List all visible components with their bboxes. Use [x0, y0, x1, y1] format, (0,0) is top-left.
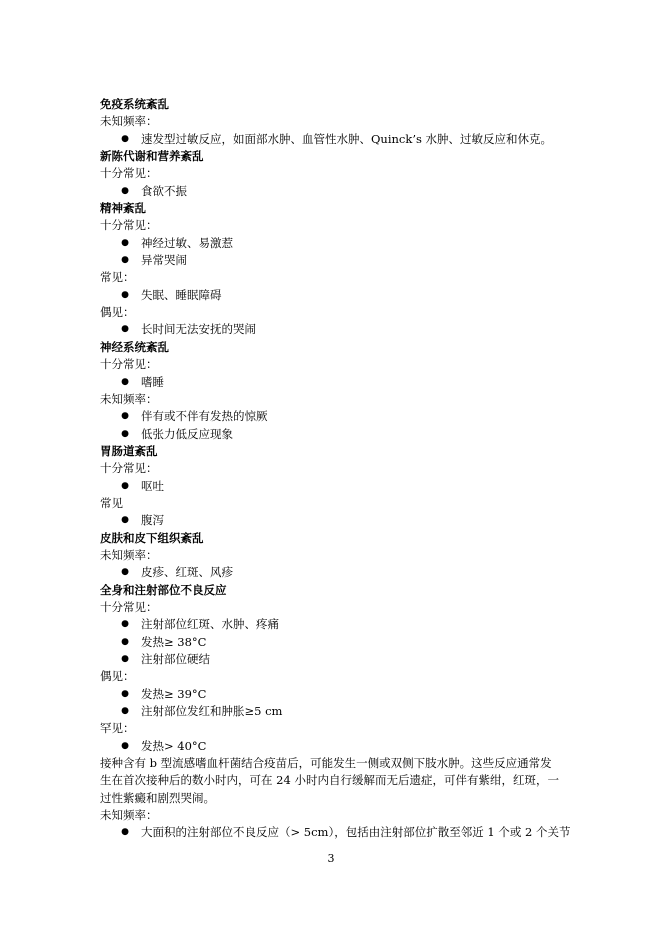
list-item: [100, 512, 570, 529]
list-item: [100, 651, 570, 668]
section-heading: 皮肤和皮下组织紊乱: [100, 530, 204, 545]
bullet-icon: ●: [121, 133, 129, 144]
paragraph-line: 接种含有 b 型流感嗜血杆菌结合疫苗后，可能发生一侧或双侧下肢水肿。这些反应通常发: [100, 756, 552, 771]
list-item: [100, 374, 570, 391]
section-heading: 全身和注射部位不良反应: [100, 582, 227, 597]
list-item-text: 速发型过敏反应，如面部水肿、血管性水肿、Quinck’s 水肿、过敏反应和休克。: [141, 131, 553, 146]
document-body: [100, 96, 570, 842]
bullet-icon: ●: [121, 827, 129, 838]
list-item: [100, 686, 570, 703]
list-item-text: 腹泻: [141, 513, 164, 528]
bullet-icon: ●: [121, 289, 129, 300]
section-heading: 新陈代谢和营养紊乱: [100, 149, 204, 164]
list-item-text: 发热≥ 38°C: [141, 634, 207, 649]
bullet-icon: ●: [121, 411, 129, 422]
list-item: [100, 287, 570, 304]
frequency-label: 常见: [100, 495, 123, 510]
list-item-text: 失眠、睡眠障碍: [141, 287, 222, 302]
bullet-icon: ●: [121, 619, 129, 630]
paragraph-line: 过性紫癜和剧烈哭闹。: [100, 790, 215, 805]
list-item: [100, 252, 570, 269]
bullet-icon: ●: [121, 237, 129, 248]
list-item-text: 异常哭闹: [141, 253, 187, 268]
bullet-icon: ●: [121, 706, 129, 717]
list-item-text: 低张力低反应现象: [141, 426, 233, 441]
list-item-text: 长时间无法安抚的哭闹: [141, 322, 256, 337]
frequency-label: 十分常见：: [100, 218, 158, 233]
list-item-text: 食欲不振: [141, 183, 187, 198]
list-item: [100, 426, 570, 443]
bullet-icon: ●: [121, 740, 129, 751]
list-item: [100, 564, 570, 581]
bullet-icon: ●: [121, 376, 129, 387]
bullet-icon: ●: [121, 636, 129, 647]
frequency-label: 偶见：: [100, 305, 135, 320]
list-item: [100, 131, 570, 148]
list-item: [100, 321, 570, 338]
list-item: [100, 235, 570, 252]
frequency-label: 十分常见：: [100, 357, 158, 372]
frequency-label: 十分常见：: [100, 599, 158, 614]
list-item: [100, 183, 570, 200]
list-item-text: 大面积的注射部位不良反应（> 5cm），包括由注射部位扩散至邻近 1 个或 2 个关节: [141, 825, 571, 840]
list-item-text: 神经过敏、易激惹: [141, 235, 233, 250]
list-item: [100, 478, 570, 495]
list-item: [100, 738, 570, 755]
list-item: [100, 616, 570, 633]
frequency-label: 偶见：: [100, 669, 135, 684]
section-heading: 神经系统紊乱: [100, 339, 169, 354]
section-heading: 胃肠道紊乱: [100, 443, 158, 458]
list-item-text: 呕吐: [141, 478, 164, 493]
list-item-text: 注射部位硬结: [141, 652, 210, 666]
bullet-icon: ●: [121, 255, 129, 266]
list-item: [100, 824, 570, 841]
frequency-label: 未知频率：: [100, 547, 158, 562]
bullet-icon: ●: [121, 567, 129, 578]
section-heading: 精神紊乱: [100, 201, 146, 216]
list-item-text: 发热> 40°C: [141, 738, 207, 753]
list-item: [100, 703, 570, 720]
bullet-icon: ●: [121, 654, 129, 664]
list-item-text: 皮疹、红斑、风疹: [141, 565, 233, 580]
list-item-text: 嗜睡: [141, 374, 164, 389]
list-item-text: 发热≥ 39°C: [141, 686, 207, 701]
bullet-icon: ●: [121, 324, 129, 335]
paragraph-line: 生在首次接种后的数小时内，可在 24 小时内自行缓解而无后遗症，可伴有紫绀，红斑，一: [100, 773, 559, 788]
frequency-label: 罕见：: [100, 721, 135, 736]
frequency-label: 常见：: [100, 270, 135, 285]
frequency-label: 未知频率：: [100, 114, 158, 129]
list-item: [100, 634, 570, 651]
list-item: [100, 408, 570, 425]
list-item-text: 注射部位红斑、水肿、疼痛: [141, 617, 279, 632]
bullet-icon: ●: [121, 428, 129, 439]
frequency-label: 十分常见：: [100, 166, 158, 181]
section-heading: 免疫系统紊乱: [100, 97, 169, 111]
bullet-icon: ●: [121, 185, 129, 196]
bullet-icon: ●: [121, 480, 129, 491]
frequency-label: 十分常见：: [100, 461, 158, 476]
frequency-label: 未知频率：: [100, 391, 158, 406]
list-item-text: 注射部位发红和肿胀≥5 cm: [141, 704, 283, 719]
frequency-label: 未知频率：: [100, 808, 158, 823]
bullet-icon: ●: [121, 515, 129, 526]
page-number: 3: [327, 852, 335, 865]
bullet-icon: ●: [121, 688, 129, 699]
list-item-text: 伴有或不伴有发热的惊厥: [141, 409, 268, 424]
